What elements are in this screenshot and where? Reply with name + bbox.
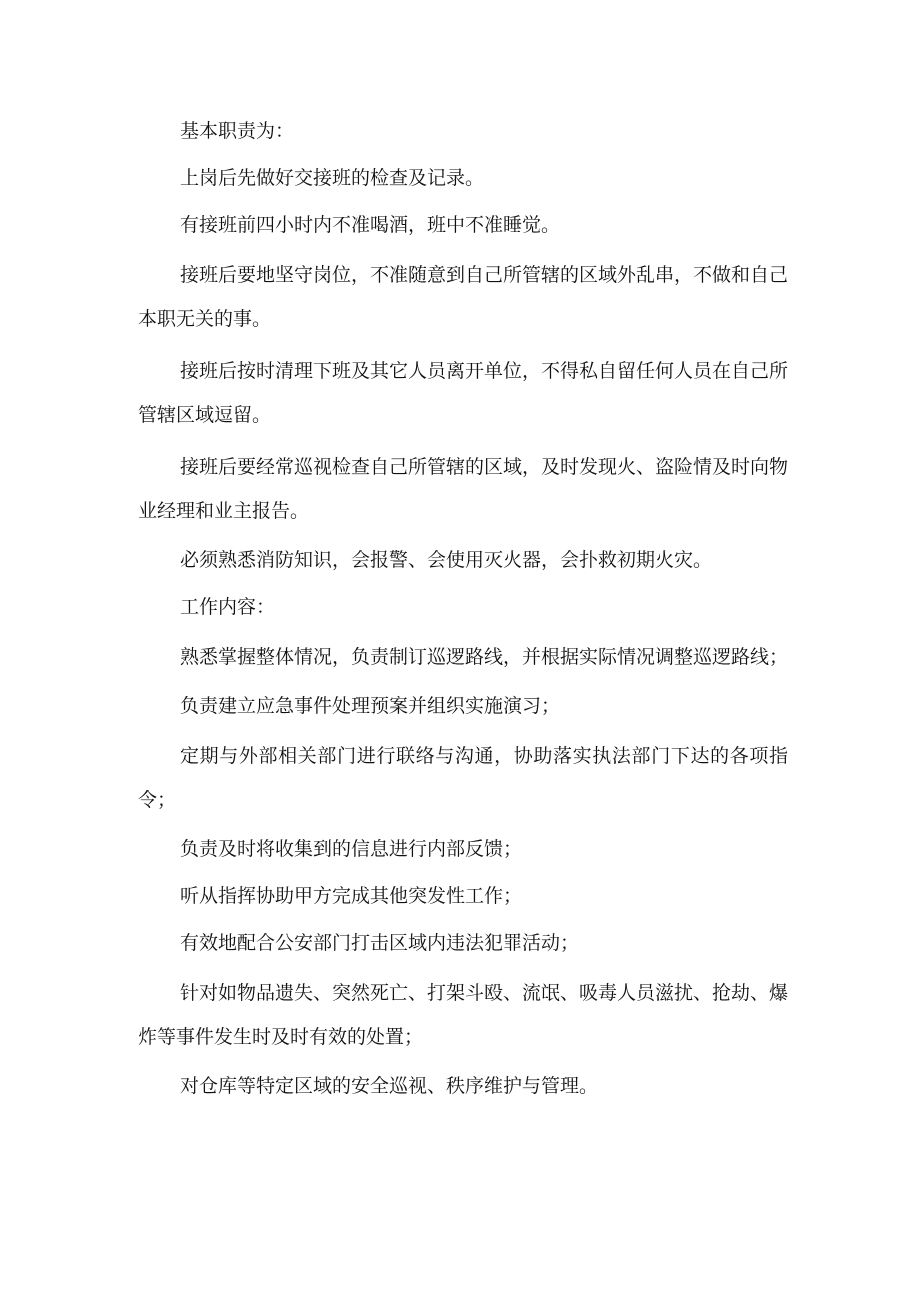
paragraph-external-liaison: 定期与外部相关部门进行联络与沟通，协助落实执法部门下达的各项指令； [138, 745, 788, 811]
paragraph-clear-personnel: 接班后按时清理下班及其它人员离开单位，不得私自留任何人员在自己所管辖区域逗留。 [138, 360, 789, 426]
paragraph-emergency-plan: 负责建立应急事件处理预案并组织实施演习； [180, 695, 561, 717]
paragraph-police-cooperation: 有效地配合公安部门打击区域内违法犯罪活动； [180, 932, 580, 954]
paragraph-incident-handling: 针对如物品遗失、突然死亡、打架斗殴、流氓、吸毒人员滋扰、抢劫、爆炸等事件发生时及时有效的处置； [138, 982, 789, 1048]
paragraph-follow-command: 听从指挥协助甲方完成其他突发性工作； [180, 885, 523, 907]
document-body [138, 112, 788, 1114]
paragraph-info-feedback: 负责及时将收集到的信息进行内部反馈； [180, 838, 523, 860]
paragraph-fire-knowledge: 必须熟悉消防知识，会报警、会使用灭火器，会扑救初期火灾。 [180, 549, 713, 571]
paragraph-stay-at-post: 接班后要地坚守岗位，不准随意到自己所管辖的区域外乱串，不做和自己本职无关的事。 [138, 264, 789, 330]
paragraph-patrol-report: 接班后要经常巡视检查自己所管辖的区域，及时发现火、盗险情及时向物业经理和业主报告。 [138, 456, 789, 522]
paragraph-work-content-heading: 工作内容： [180, 596, 276, 618]
paragraph-no-drinking: 有接班前四小时内不准喝酒，班中不准睡觉。 [180, 214, 561, 236]
paragraph-duties-heading: 基本职责为： [180, 120, 295, 142]
paragraph-patrol-route: 熟悉掌握整体情况，负责制订巡逻路线，并根据实际情况调整巡逻路线； [180, 646, 789, 668]
paragraph-warehouse-security: 对仓库等特定区域的安全巡视、秩序维护与管理。 [180, 1075, 599, 1097]
paragraph-handover-check: 上岗后先做好交接班的检查及记录。 [180, 167, 485, 189]
